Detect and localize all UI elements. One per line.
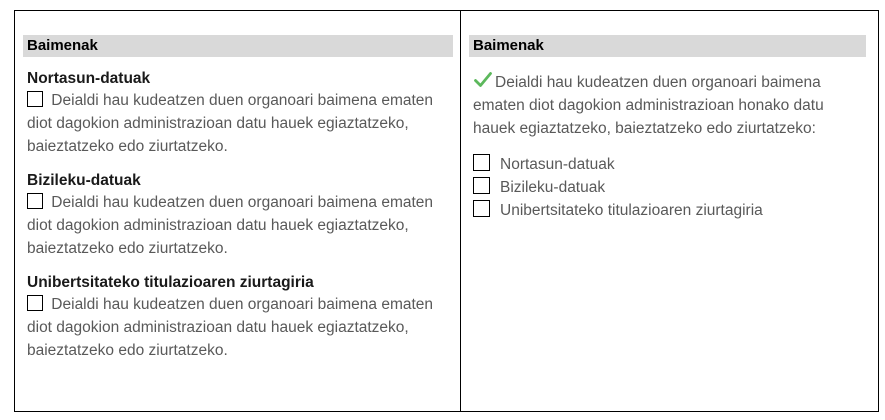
list-item-bizileku — [473, 176, 866, 199]
consent-checkbox-bizileku[interactable] — [27, 193, 43, 209]
checkbox-bizileku[interactable] — [473, 177, 490, 194]
right-panel-header: Baimenak — [469, 35, 866, 57]
section-consent-titulazio — [27, 293, 453, 362]
section-title-nortasun: Nortasun-datuak — [27, 70, 151, 87]
list-item-label-titulazio: Unibertsitateko titulazioaren ziurtagiria — [500, 202, 763, 219]
section-title-bizileku: Bizileku-datuak — [27, 172, 141, 189]
consent-text-nortasun: Deialdi hau kudeatzen duen organoari baimena ematen diot dagokion administrazioan datu hauek egiaztatzeko, baieztatzeko edo ziurtatzeko. — [27, 92, 434, 155]
consent-text-bizileku: Deialdi hau kudeatzen duen organoari baimena ematen diot dagokion administrazioan datu hauek egiaztatzeko, baieztatzeko edo ziurtatzeko. — [27, 194, 434, 257]
checkbox-titulazio[interactable] — [473, 200, 490, 217]
list-item-label-bizileku: Bizileku-datuak — [500, 179, 606, 196]
section-consent-nortasun — [27, 89, 453, 158]
consent-checkbox-titulazio[interactable] — [27, 295, 43, 311]
column-divider — [460, 11, 461, 411]
list-item-titulazio — [473, 199, 866, 222]
checkmark-icon[interactable] — [473, 70, 493, 90]
consent-text-titulazio: Deialdi hau kudeatzen duen organoari baimena ematen diot dagokion administrazioan datu hauek egiaztatzeko, baieztatzeko edo ziurtatzeko. — [27, 296, 434, 359]
right-panel — [469, 35, 866, 222]
checkbox-nortasun[interactable] — [473, 154, 490, 171]
list-item-nortasun — [473, 153, 866, 176]
general-consent-text: Deialdi hau kudeatzen duen organoari baimena ematen diot dagokion administrazioan honako datu hauek egiaztatzeko, baieztatzeko edo ziurtatzeko: — [473, 74, 824, 137]
section-consent-bizileku — [27, 191, 453, 260]
data-type-list — [473, 153, 866, 222]
list-item-label-nortasun: Nortasun-datuak — [500, 156, 615, 173]
comparison-table — [14, 10, 879, 412]
left-panel — [23, 35, 453, 362]
consent-checkbox-nortasun[interactable] — [27, 91, 43, 107]
section-title-titulazio: Unibertsitateko titulazioaren ziurtagiria — [27, 274, 314, 291]
general-consent — [473, 70, 866, 140]
left-panel-header: Baimenak — [23, 35, 453, 57]
